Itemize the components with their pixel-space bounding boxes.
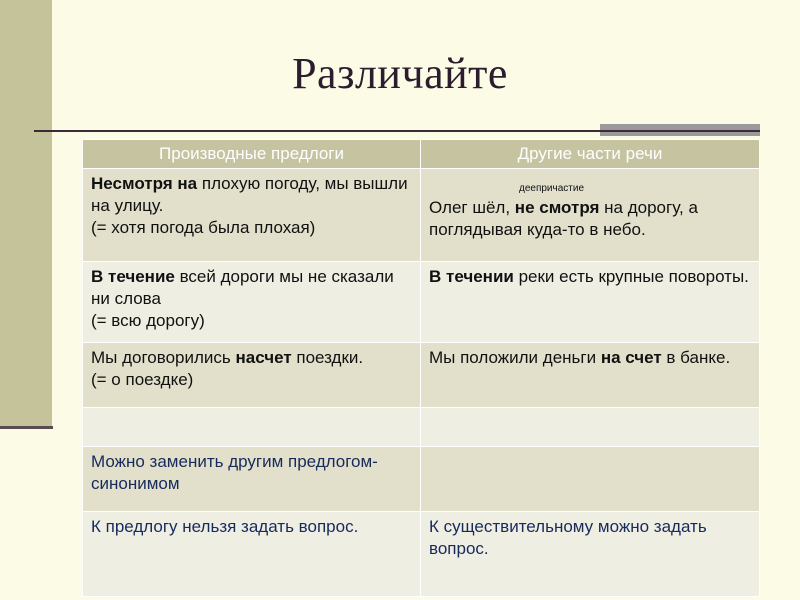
part-of-speech-note: деепричастие bbox=[519, 183, 585, 194]
cell-text: Олег шёл, bbox=[429, 198, 515, 217]
table-row-empty bbox=[83, 408, 760, 447]
row5-right-cell bbox=[421, 447, 760, 512]
header-cell-right: Другие части речи bbox=[421, 140, 760, 169]
bold-term: В течение bbox=[91, 267, 175, 286]
header-cell-left: Производные предлоги bbox=[83, 140, 421, 169]
table-row bbox=[83, 262, 760, 343]
cell-text: всей дороги мы не сказали ни слова bbox=[91, 267, 394, 308]
cell-text: в банке. bbox=[661, 348, 731, 367]
empty-cell bbox=[421, 408, 760, 447]
bold-term: на счет bbox=[600, 348, 662, 367]
row6-right-cell: К существительному можно задать вопрос. bbox=[421, 512, 760, 597]
cell-text: поездки. bbox=[291, 348, 364, 367]
cell-note: (= всю дорогу) bbox=[91, 311, 205, 330]
row5-left-cell: Можно заменить другим предлогом-синонимом bbox=[83, 447, 421, 512]
cell-text: на дорогу, а поглядывая куда-то в небо. bbox=[429, 198, 698, 239]
row3-left-cell bbox=[83, 343, 421, 408]
table-row bbox=[83, 512, 760, 597]
table-row bbox=[83, 447, 760, 512]
cell-text: плохую погоду, мы вышли на улицу. bbox=[91, 174, 408, 215]
row2-right-cell bbox=[421, 262, 760, 343]
bold-term: насчет bbox=[235, 348, 292, 367]
bold-term: не смотря bbox=[514, 198, 600, 217]
row1-left-cell bbox=[83, 169, 421, 262]
cell-text: реки есть крупные повороты. bbox=[513, 267, 749, 286]
bold-term: Несмотря на bbox=[91, 174, 198, 193]
row6-left-cell: К предлогу нельзя задать вопрос. bbox=[83, 512, 421, 597]
table-header-row bbox=[83, 140, 760, 169]
title-rule bbox=[34, 130, 760, 132]
cell-note: (= о поездке) bbox=[91, 370, 194, 389]
row3-right-cell bbox=[421, 343, 760, 408]
page-title: Различайте bbox=[292, 49, 508, 98]
left-decor-band-edge bbox=[0, 426, 53, 429]
empty-cell bbox=[83, 408, 421, 447]
cell-text: Мы договорились bbox=[91, 348, 236, 367]
cell-note: (= хотя погода была плохая) bbox=[91, 218, 316, 237]
table-row bbox=[83, 169, 760, 262]
comparison-table bbox=[82, 139, 760, 597]
row1-right-cell bbox=[421, 169, 760, 262]
row2-left-cell bbox=[83, 262, 421, 343]
table-row bbox=[83, 343, 760, 408]
cell-text: Мы положили деньги bbox=[429, 348, 601, 367]
bold-term: В течении bbox=[429, 267, 514, 286]
